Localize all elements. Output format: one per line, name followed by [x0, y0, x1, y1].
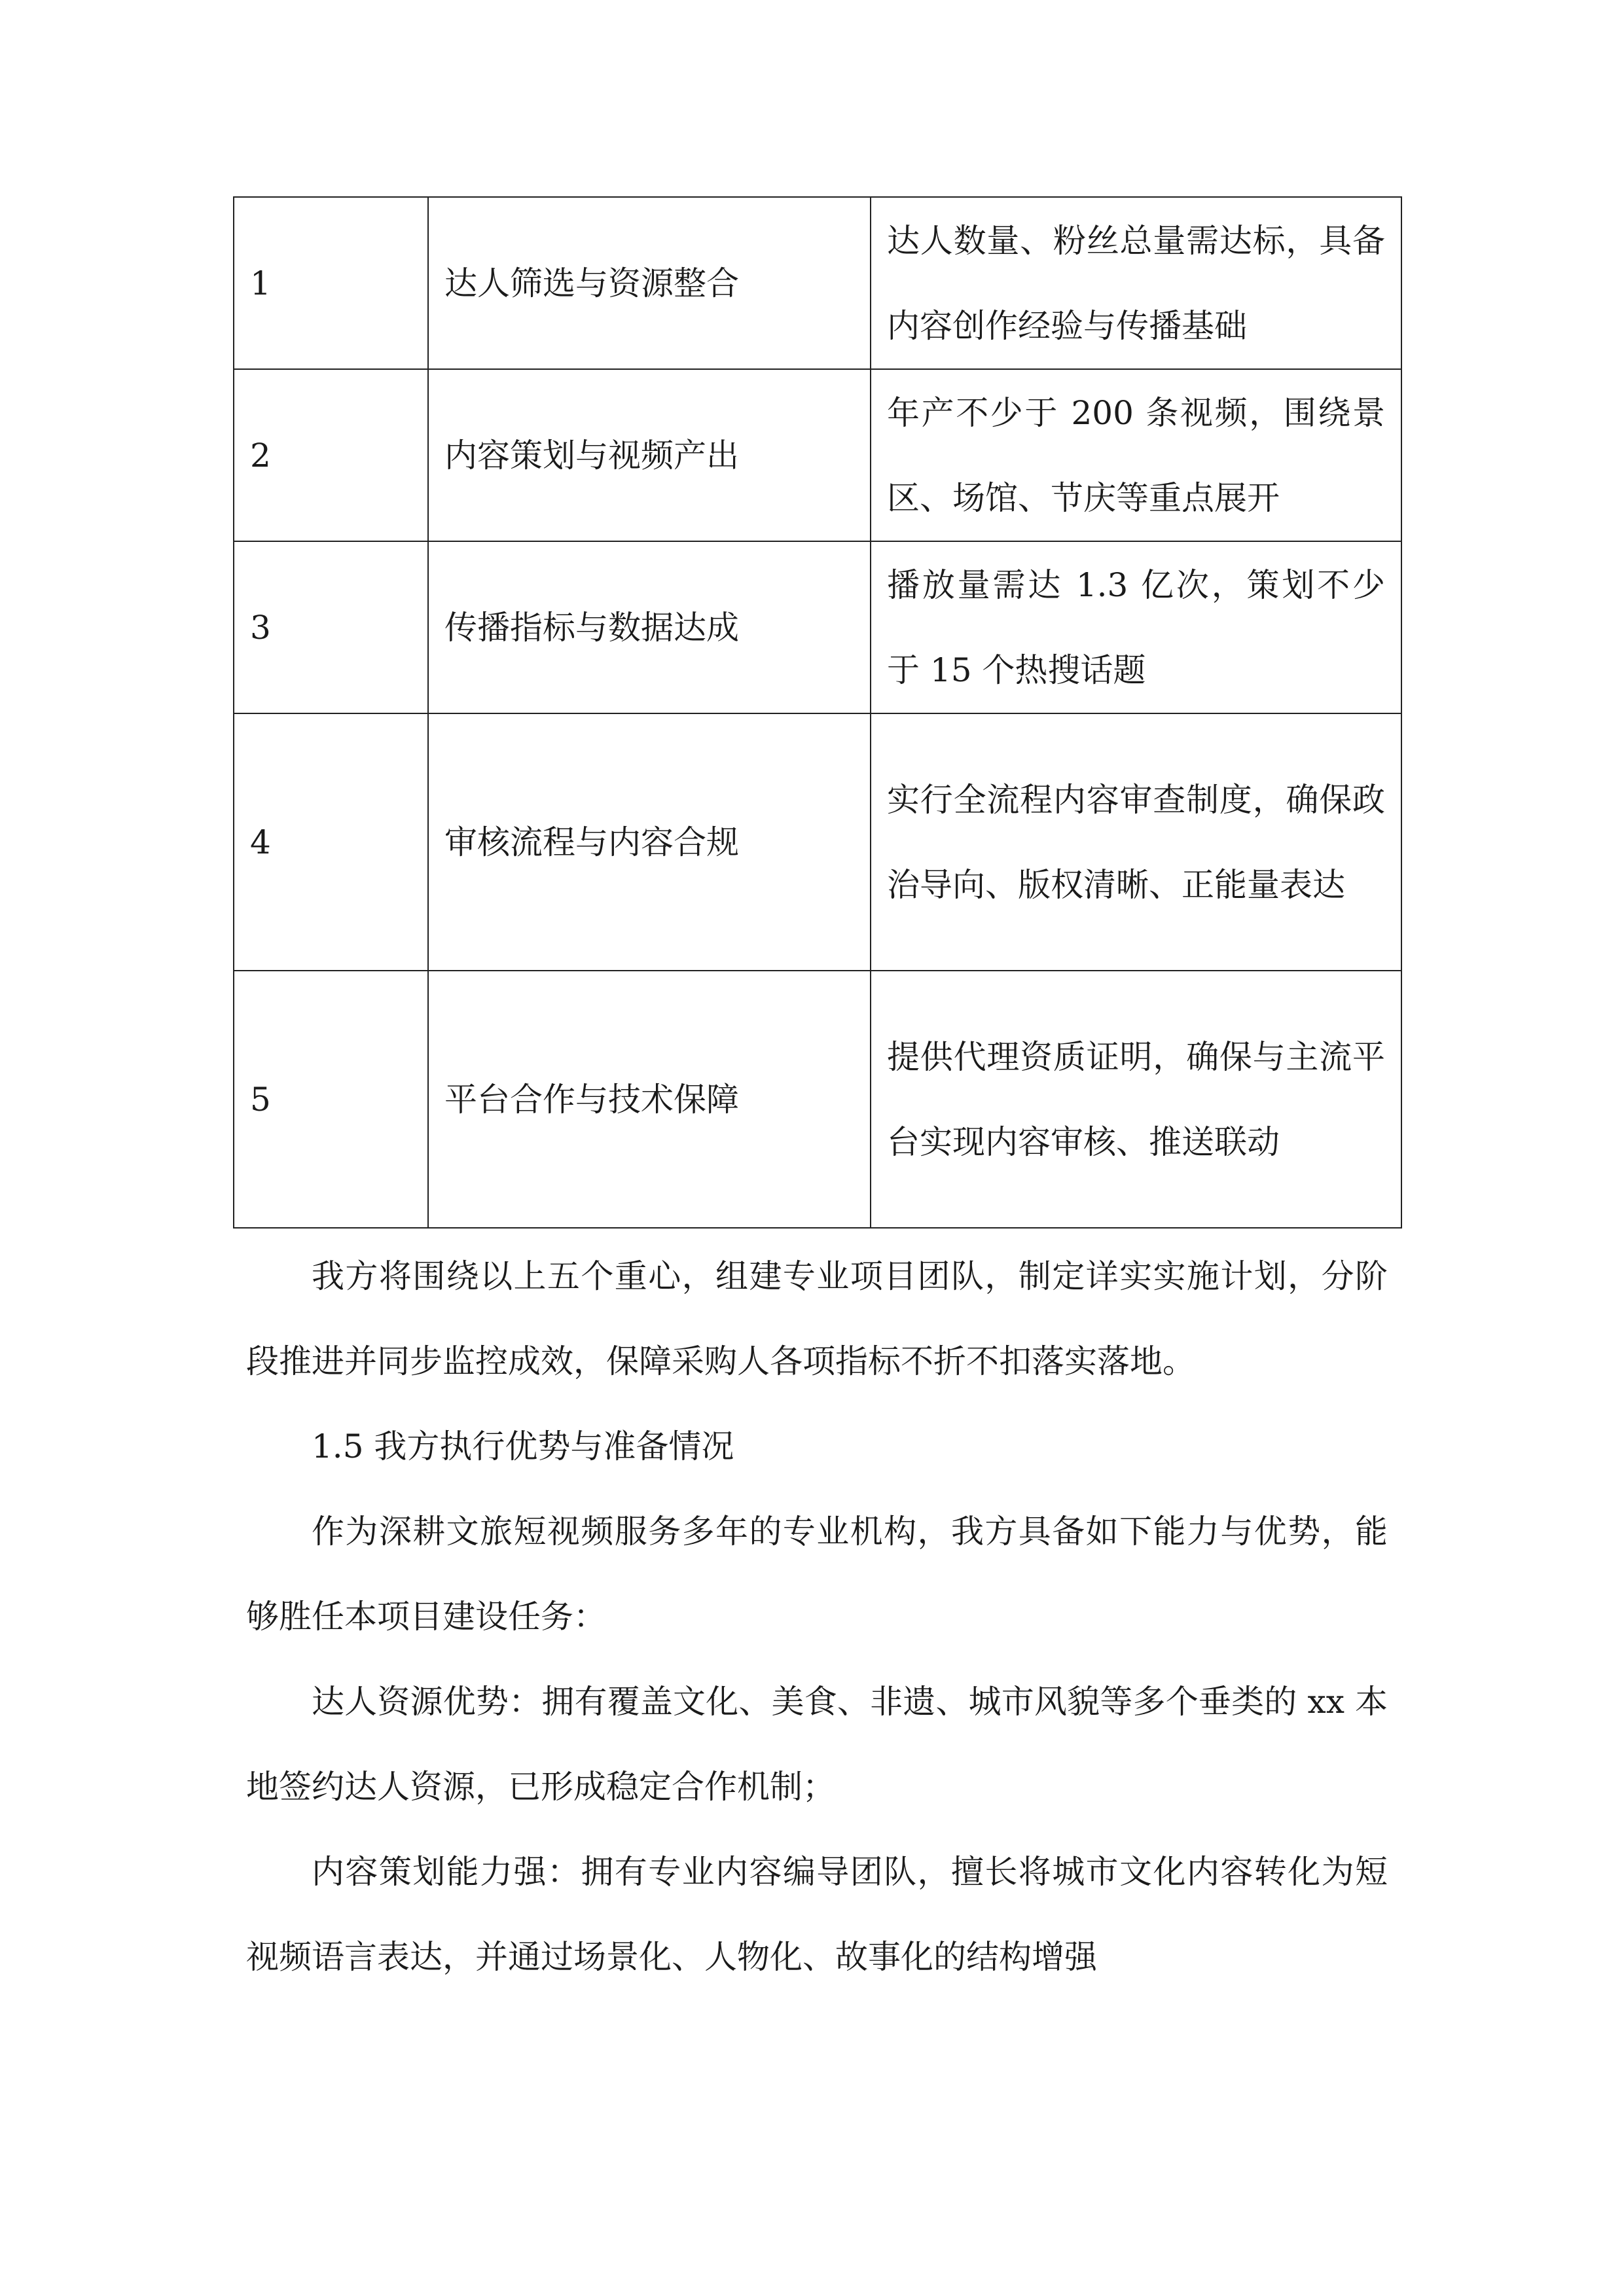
row-description: 提供代理资质证明，确保与主流平台实现内容审核、推送联动: [871, 971, 1401, 1228]
body-text: [246, 1234, 1388, 2000]
row-number: 4: [234, 713, 428, 971]
talent-advantage-paragraph: 达人资源优势：拥有覆盖文化、美食、非遗、城市风貌等多个垂类的 xx 本地签约达人资源，已形成稳定合作机制；: [246, 1683, 1388, 1806]
row-number: 2: [234, 369, 428, 541]
content-advantage-paragraph: 内容策划能力强：拥有专业内容编导团队，擅长将城市文化内容转化为短视频语言表达，并通过场景化、人物化、故事化的结构增强: [246, 1853, 1388, 1976]
row-item: 平台合作与技术保障: [428, 971, 871, 1228]
row-description: 年产不少于 200 条视频，围绕景区、场馆、节庆等重点展开: [871, 369, 1401, 541]
summary-paragraph: 我方将围绕以上五个重心，组建专业项目团队，制定详实实施计划，分阶段推进并同步监控成效，保障采购人各项指标不折不扣落实落地。: [246, 1257, 1388, 1380]
row-description: 达人数量、粉丝总量需达标，具备内容创作经验与传播基础: [871, 197, 1401, 369]
row-description: 实行全流程内容审查制度，确保政治导向、版权清晰、正能量表达: [871, 713, 1401, 971]
row-item: 达人筛选与资源整合: [428, 197, 871, 369]
row-item: 审核流程与内容合规: [428, 713, 871, 971]
table-row: [234, 713, 1401, 971]
row-number: 5: [234, 971, 428, 1228]
intro-paragraph: 作为深耕文旅短视频服务多年的专业机构，我方具备如下能力与优势，能够胜任本项目建设任务：: [246, 1513, 1388, 1636]
row-item: 内容策划与视频产出: [428, 369, 871, 541]
row-number: 1: [234, 197, 428, 369]
row-description: 播放量需达 1.3 亿次，策划不少于 15 个热搜话题: [871, 541, 1401, 713]
requirements-table: [233, 196, 1402, 1229]
table-row: [234, 197, 1401, 369]
table-row: [234, 971, 1401, 1228]
row-item: 传播指标与数据达成: [428, 541, 871, 713]
table-row: [234, 369, 1401, 541]
row-number: 3: [234, 541, 428, 713]
table-row: [234, 541, 1401, 713]
section-heading: 1.5 我方执行优势与准备情况: [312, 1427, 734, 1465]
